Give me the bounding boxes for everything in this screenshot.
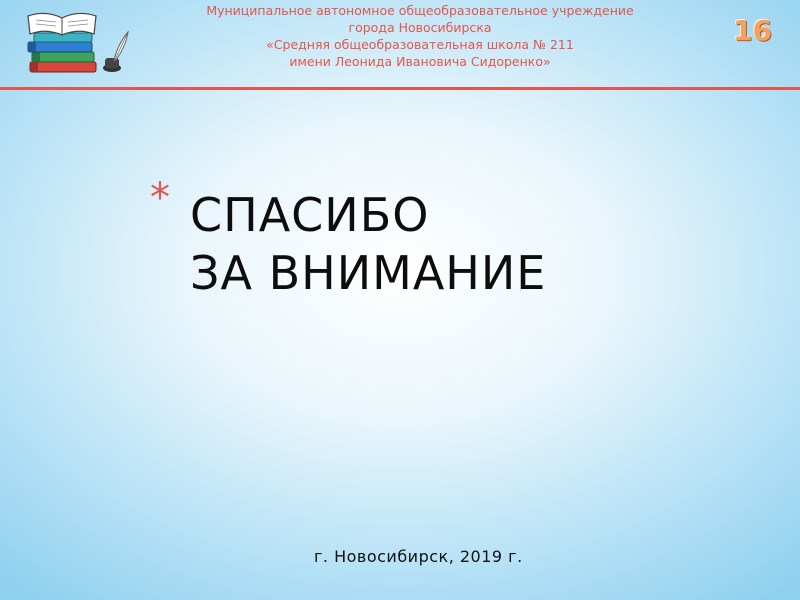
slide-title (190, 186, 546, 302)
header-line-3: «Средняя общеобразовательная школа № 211 (266, 37, 574, 52)
bullet-icon: * (150, 175, 170, 221)
title-line-1: СПАСИБО (190, 188, 430, 242)
header-divider (0, 87, 800, 90)
footer-city-year: г. Новосибирск, 2019 г. (314, 547, 523, 566)
books-and-quill-icon (22, 8, 132, 78)
slide-number: 16 (733, 14, 772, 47)
header-line-1: Муниципальное автономное общеобразовательное учреждение (206, 3, 634, 18)
header-line-2: города Новосибирска (348, 20, 492, 35)
title-line-2: ЗА ВНИМАНИЕ (190, 246, 547, 300)
school-header (150, 2, 690, 70)
header-line-4: имени Леонида Ивановича Сидоренко» (289, 54, 551, 69)
